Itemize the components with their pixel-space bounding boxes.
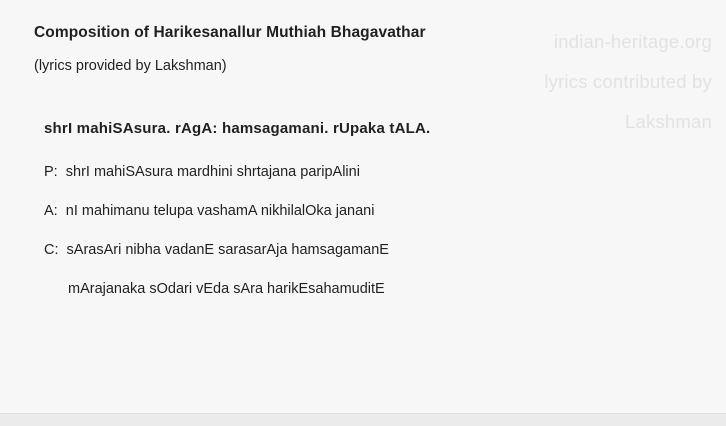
watermark-line-2: lyrics contributed by	[544, 71, 712, 92]
page-subtitle: (lyrics provided by Lakshman)	[34, 58, 227, 74]
footer-bar	[0, 413, 726, 426]
lyrics-block	[44, 163, 696, 299]
lyric-line: P: shrI mahiSAsura mardhini shrtajana paripAlini	[44, 164, 360, 180]
watermark-line-3: Lakshman	[625, 111, 712, 132]
lyric-line: mArajanaka sOdari vEda sAra harikEsahamuditE	[68, 281, 385, 297]
lyric-line: A: nI mahimanu telupa vashamA nikhilalOka janani	[44, 203, 375, 219]
page-title: Composition of Harikesanallur Muthiah Bhagavathar	[34, 24, 426, 41]
watermark-line-1: indian-heritage.org	[553, 31, 712, 52]
lyric-line: C: sArasAri nibha vadanE sarasarAja hamsagamanE	[44, 242, 389, 258]
song-header: shrI mahiSAsura. rAgA: hamsagamani. rUpaka tALA.	[44, 120, 431, 137]
